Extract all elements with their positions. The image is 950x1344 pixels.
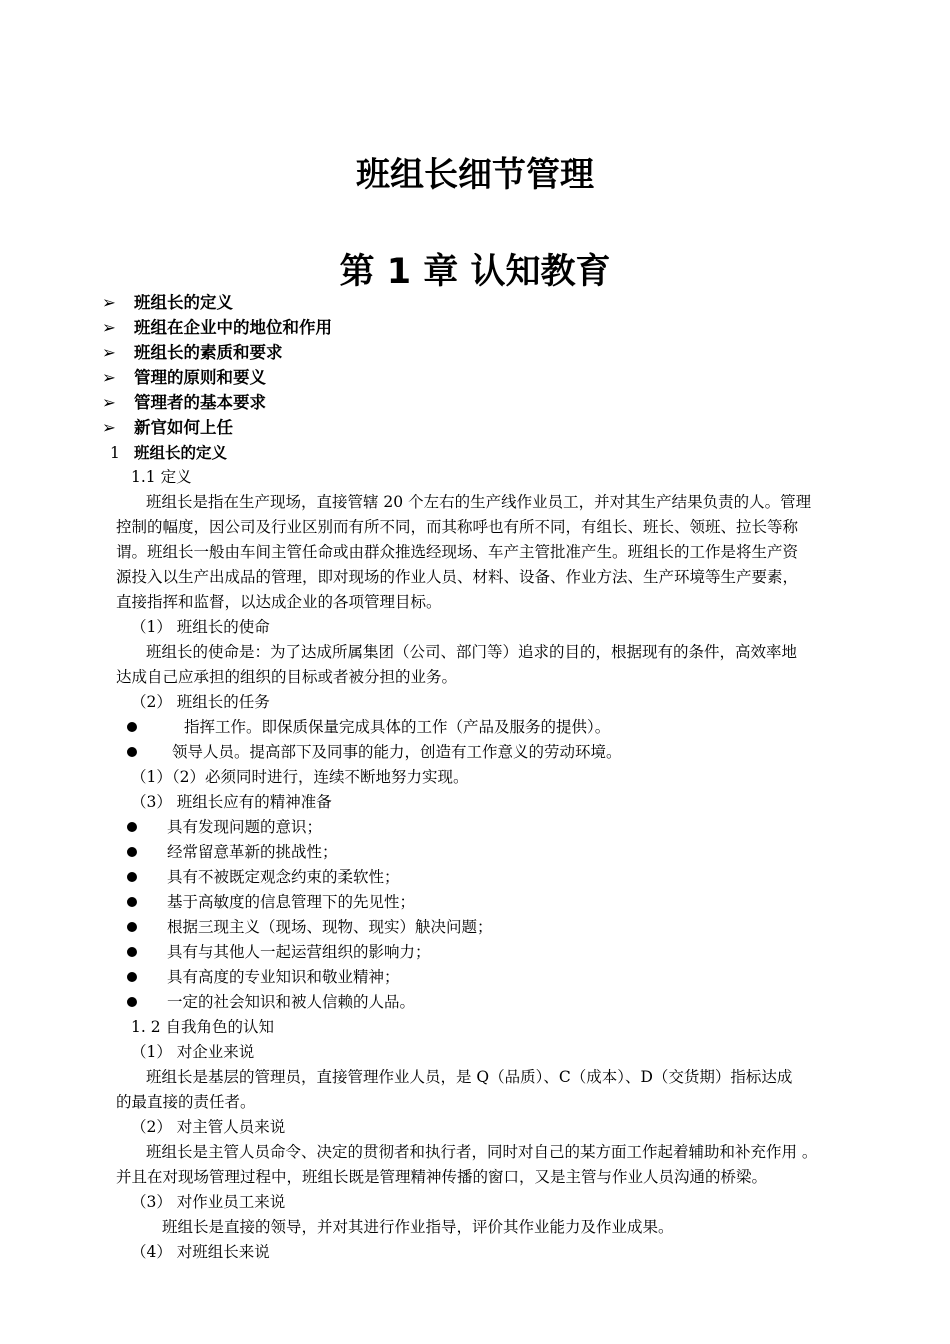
arrow-bullet-icon: ➢ <box>102 343 116 362</box>
bullet-dot-icon <box>127 997 137 1007</box>
list-item: 具有高度的专业知识和敬业精神； <box>167 968 400 986</box>
toc-item: ➢ 新官如何上任 <box>102 418 233 437</box>
paragraph-line: 谓。班组长一般由车间主管任命或由群众推选经现场、车产主管批准产生。班组长的工作是将生产资 <box>116 543 799 561</box>
chapter-title: 第 1 章 认知教育 <box>339 252 611 292</box>
toc-item: ➢ 管理者的基本要求 <box>102 393 266 412</box>
paragraph-line: 班组长是指在生产现场，直接管辖 20 个左右的生产线作业员工，并对其生产结果负责的人。管理 <box>146 493 812 511</box>
bullet-dot-icon <box>127 922 137 932</box>
list-item: 根据三现主义（现场、现物、现实）觖决问题； <box>167 918 493 936</box>
section-heading: 1 班组长的定义 <box>110 444 228 462</box>
paragraph-line: 并且在对现场管理过程中，班组长既是管理精神传播的窗口，又是主管与作业人员沟通的桥梁。 <box>116 1168 768 1186</box>
paragraph-line: 班组长是主管人员命令、决定的贯彻者和执行者，同时对自己的某方面工作起着辅助和补充作用 。 <box>146 1143 818 1161</box>
item-heading: （1） 对企业来说 <box>131 1043 255 1061</box>
item-heading: （4） 对班组长来说 <box>131 1243 270 1261</box>
bullet-dot-icon <box>127 947 137 957</box>
bullet-dot-icon <box>127 897 137 907</box>
list-item: 基于高敏度的信息管理下的先见性； <box>167 893 416 911</box>
toc-item: ➢ 管理的原则和要义 <box>102 368 266 387</box>
item-heading: （2） 对主管人员来说 <box>131 1118 286 1136</box>
list-item: 具有与其他人一起运营组织的影响力； <box>167 943 431 961</box>
bullet-dot-icon <box>127 872 137 882</box>
paragraph-line: 源投入以生产出成品的管理，即对现场的作业人员、材料、设备、作业方法、生产环境等生产要素， <box>116 568 799 586</box>
bullet-dot-icon <box>127 722 137 732</box>
paragraph-line: 班组长是直接的领导，并对其进行作业指导，评价其作业能力及作业成果。 <box>162 1218 674 1236</box>
arrow-bullet-icon: ➢ <box>102 418 116 437</box>
toc-item: ➢ 班组长的定义 <box>102 293 233 312</box>
paragraph-line: 控制的幅度，因公司及行业区别而有所不同，而其称呼也有所不同，有组长、班长、领班、拉长等称 <box>116 518 799 536</box>
item-heading: （3） 对作业员工来说 <box>131 1193 286 1211</box>
arrow-bullet-icon: ➢ <box>102 368 116 387</box>
document-title: 班组长细节管理 <box>356 155 594 195</box>
item-heading: （3） 班组长应有的精神准备 <box>131 793 332 811</box>
arrow-bullet-icon: ➢ <box>102 293 116 312</box>
toc-item: ➢ 班组长的素质和要求 <box>102 343 283 362</box>
list-item: 指挥工作。即保质保量完成具体的工作（产品及服务的提供）。 <box>184 718 611 736</box>
list-item: 具有发现问题的意识； <box>167 818 323 836</box>
subsection-heading: 1. 2 自我角色的认知 <box>131 1018 275 1036</box>
paragraph-line: 班组长的使命是：为了达成所属集团（公司、部门等）追求的目的，根据现有的条件，高效率地 <box>146 643 798 661</box>
list-item: 一定的社会知识和被人信赖的人品。 <box>167 993 416 1011</box>
paragraph-line: 达成自己应承担的组织的目标或者被分担的业务。 <box>116 668 458 686</box>
paragraph-line: 的最直接的责任者。 <box>116 1093 256 1111</box>
list-item: 具有不被既定观念约束的柔软性； <box>167 868 400 886</box>
item-heading: （2） 班组长的任务 <box>131 693 270 711</box>
paragraph-line: （1）（2）必须同时进行，连续不断地努力实现。 <box>131 768 469 786</box>
bullet-dot-icon <box>127 847 137 857</box>
subsection-heading: 1.1 定义 <box>131 468 192 486</box>
list-item: 经常留意革新的挑战性； <box>167 843 338 861</box>
paragraph-line: 班组长是基层的管理员，直接管理作业人员，是 Q（品质）、C（成本）、D（交货期）指标达成 <box>146 1068 793 1086</box>
item-heading: （1） 班组长的使命 <box>131 618 270 636</box>
list-item: 领导人员。提高部下及同事的能力，创造有工作意义的劳动环境。 <box>172 743 622 761</box>
bullet-dot-icon <box>127 822 137 832</box>
toc-item: ➢ 班组在企业中的地位和作用 <box>102 318 332 337</box>
paragraph-line: 直接指挥和监督，以达成企业的各项管理目标。 <box>116 593 442 611</box>
arrow-bullet-icon: ➢ <box>102 393 116 412</box>
bullet-dot-icon <box>127 972 137 982</box>
bullet-dot-icon <box>127 747 137 757</box>
arrow-bullet-icon: ➢ <box>102 318 116 337</box>
